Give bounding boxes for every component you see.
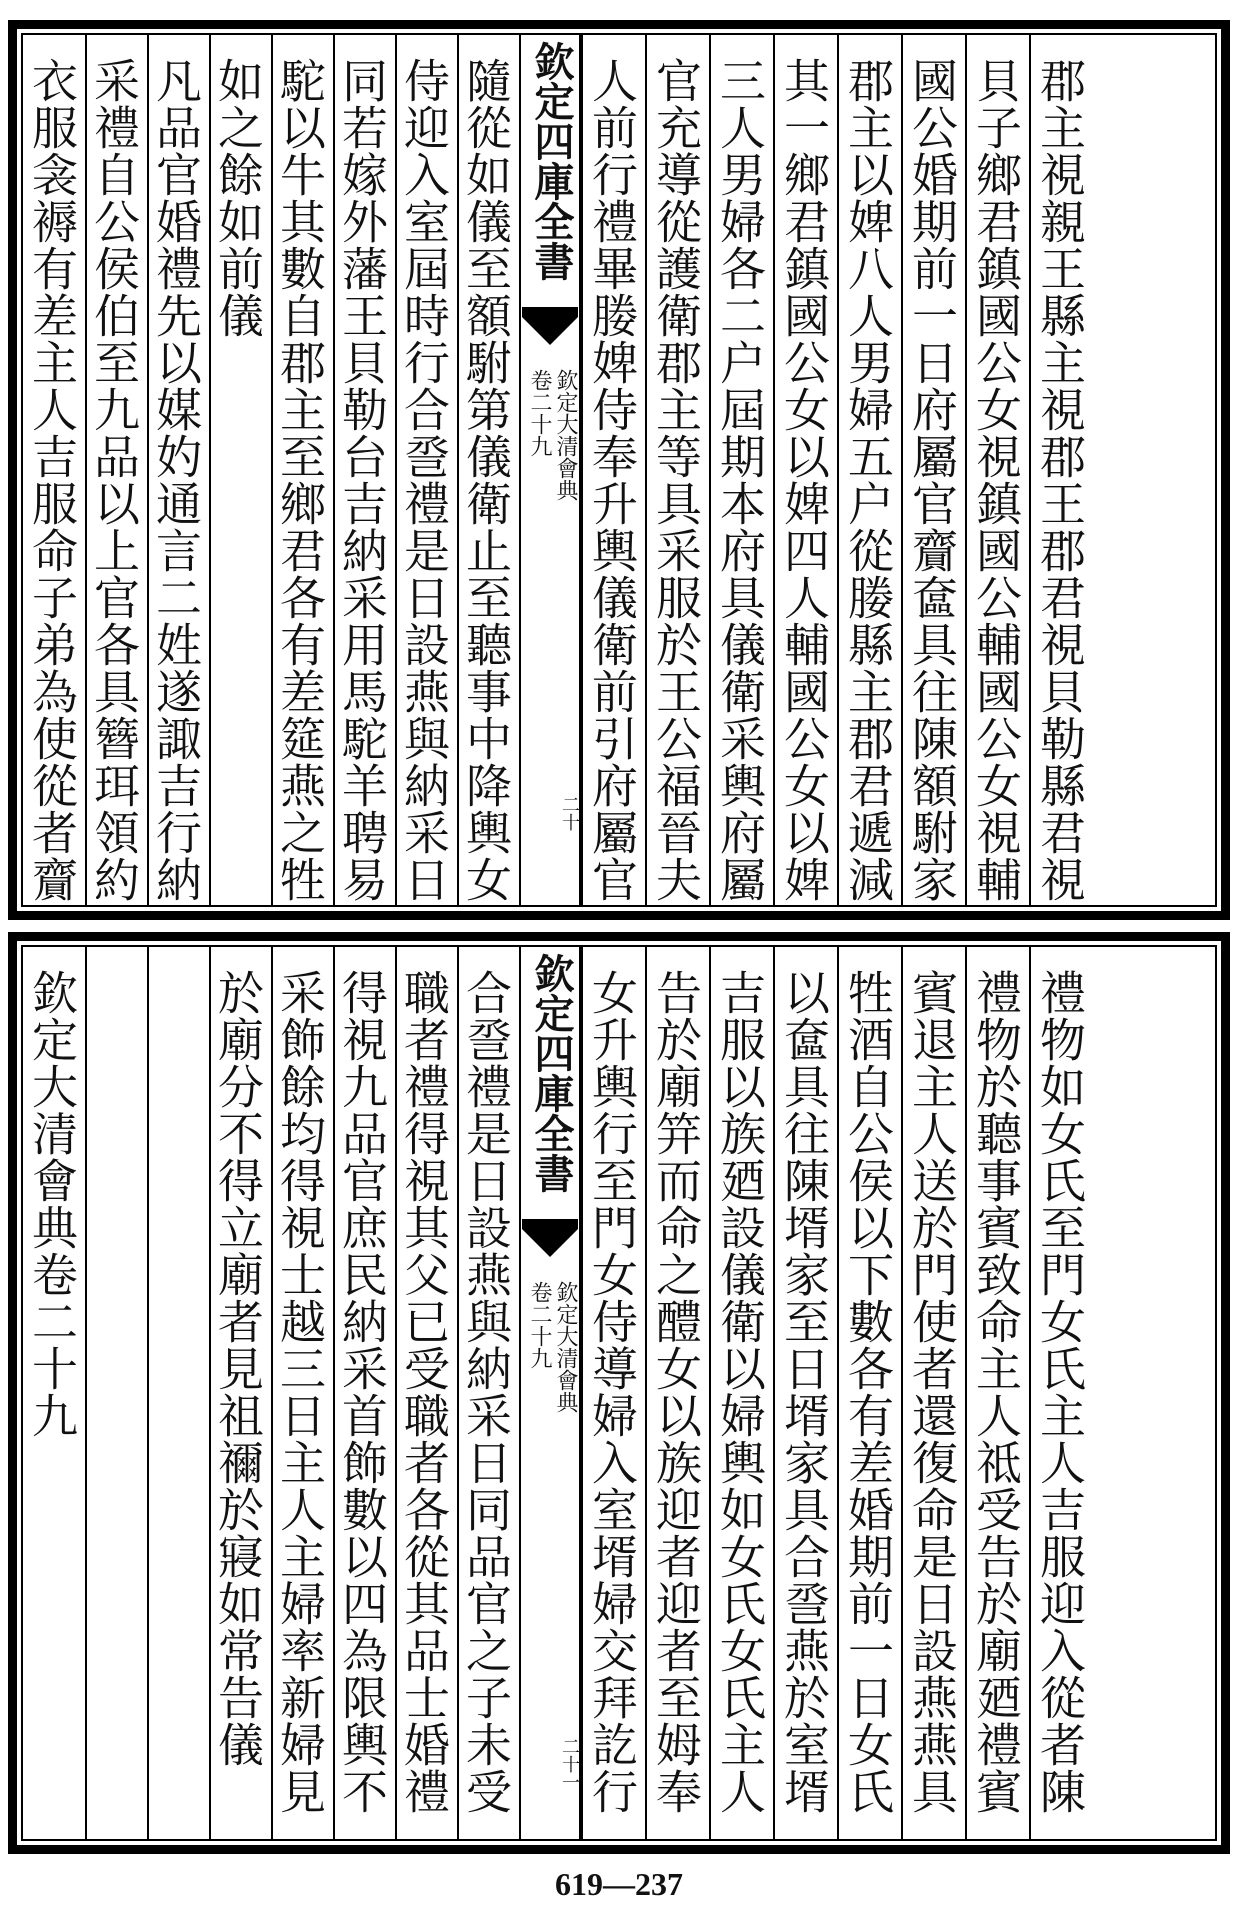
text-column: 駝以牛其數自郡主至鄉君各有差筵燕之牲 (271, 35, 333, 905)
text-column: 郡主視親王縣主視郡王郡君視貝勒縣君視 (1029, 35, 1093, 905)
page-top-frame (21, 33, 1217, 907)
text-column: 同若嫁外藩王貝勒台吉納采用馬駝羊聘易 (333, 35, 395, 905)
fold-header: 欽定四庫全書 (528, 953, 575, 1193)
text-column: 郡主以婢八人男婦五户從媵縣主郡君遞減 (837, 35, 901, 905)
text-column: 吉服以族廼設儀衛以婦輿如女氏女氏主人 (709, 947, 773, 1839)
fold-book-title: 欽定大清會典 (553, 1281, 578, 1413)
center-fold-column (519, 947, 581, 1839)
text-column: 隨從如儀至額駙第儀衛止至聽事中降輿女 (457, 35, 519, 905)
fish-tail-mark (522, 317, 578, 345)
volume-end-title: 欽定大清會典卷二十九 (25, 969, 79, 1439)
text-column: 三人男婦各二户屆期本府具儀衛采輿府屬 (709, 35, 773, 905)
fold-page-number: 二十一 (559, 1737, 580, 1791)
text-column: 牲酒自公侯以下數各有差婚期前一日女氏 (837, 947, 901, 1839)
text-column: 貝子鄉君鎮國公女視鎮國公輔國公女視輔 (965, 35, 1029, 905)
text-column: 人前行禮畢媵婢侍奉升輿儀衛前引府屬官 (581, 35, 645, 905)
text-column (85, 947, 147, 1839)
text-column (23, 947, 85, 1839)
fold-juan: 卷二十九 (527, 1281, 552, 1369)
text-column: 賓退主人送於門使者還復命是日設燕燕具 (901, 947, 965, 1839)
text-column: 如之餘如前儀 (209, 35, 271, 905)
page-bottom (8, 932, 1230, 1854)
text-column: 禮物於聽事賓致命主人祗受告於廟廼禮賓 (965, 947, 1029, 1839)
fold-book-title: 欽定大清會典 (553, 369, 578, 501)
text-column: 得視九品官庶民納采首飾數以四為限輿不 (333, 947, 395, 1839)
text-column: 采禮自公侯伯至九品以上官各具簪珥領約 (85, 35, 147, 905)
text-column: 告於廟笄而命之醴女以族迎者迎者至姆奉 (645, 947, 709, 1839)
text-column (147, 947, 209, 1839)
text-column: 侍迎入室屆時行合巹禮是日設燕與納采日 (395, 35, 457, 905)
fish-tail-mark (522, 1219, 578, 1229)
text-column: 凡品官婚禮先以媒妁通言二姓遂諏吉行納 (147, 35, 209, 905)
text-column: 其一鄉君鎮國公女以婢四人輔國公女以婢 (773, 35, 837, 905)
fish-tail-mark (522, 307, 578, 317)
text-column: 官充導從護衛郡主等具采服於王公福晉夫 (645, 35, 709, 905)
text-column: 衣服衾褥有差主人吉服命子弟為使從者齎 (25, 57, 79, 903)
text-column: 采飾餘均得視士越三日主人主婦率新婦見 (271, 947, 333, 1839)
center-fold-column (519, 35, 581, 905)
text-column: 以奩具往陳壻家至日壻家具合巹燕於室壻 (773, 947, 837, 1839)
fold-header: 欽定四庫全書 (528, 41, 575, 281)
text-column: 女升輿行至門女侍導婦入室壻婦交拜訖行 (581, 947, 645, 1839)
text-column: 合巹禮是日設燕與納采日同品官之子未受 (457, 947, 519, 1839)
text-column: 國公婚期前一日府屬官齎奩具往陳額駙家 (901, 35, 965, 905)
page-top (8, 20, 1230, 920)
fish-tail-mark (522, 1229, 578, 1257)
fold-juan: 卷二十九 (527, 369, 552, 457)
page-bottom-frame (21, 945, 1217, 1841)
text-column: 職者禮得視其父已受職者各從其品士婚禮 (395, 947, 457, 1839)
text-column: 禮物如女氏至門女氏主人吉服迎入從者陳 (1029, 947, 1093, 1839)
page-footer-number: 619—237 (555, 1866, 683, 1902)
fold-page-number: 二十 (559, 795, 580, 831)
text-column: 於廟分不得立廟者見祖禰於寢如常告儀 (209, 947, 271, 1839)
